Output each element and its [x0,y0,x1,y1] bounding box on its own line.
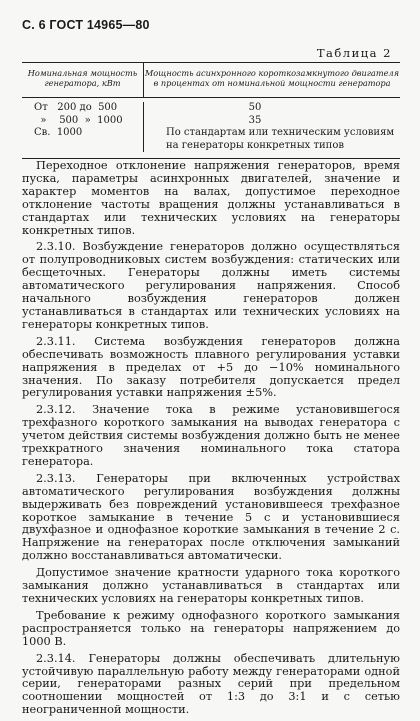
col1-cells [22,102,144,152]
paragraph: Требование к режиму однофазного короткого замыкания распространяется только на генераторы напряжением до 1000 В. [22,608,400,648]
col2-header: Мощность асинхронного короткозамкнутого двигателя в процентах от номинальной мощности генератора [144,68,400,88]
table-cell: По стандартам или техническим условиям на генераторы конкретных типов [166,127,395,151]
table-header-row [22,63,400,98]
body-text [22,160,400,721]
data-table [22,62,400,159]
table-body [22,98,400,158]
paragraph: Допустимое значение кратности ударного тока короткого замыкания должно устанавливаться в стандартах или технических условиях на генераторы конкретных типов. [22,566,400,605]
paragraph: 2.3.14. Генераторы должны обеспечивать длительную устойчивую параллельную работу между генераторами одной серии, генераторами разных серий при предельном соотношении мощностей от 1:3 до 3:1 и с сетью неограниченной мощности. [22,651,400,717]
table-label: Таблица 2 [316,46,392,60]
table-cell: 35 [248,114,262,126]
page-header: С. 6 ГОСТ 14965—80 [22,18,150,32]
col2-cells [144,102,400,152]
table-cell: » 500 » 1000 [34,114,123,126]
paragraph: 2.3.10. Возбуждение генераторов должно осуществляться от полупроводниковых систем возбуждения: статических или бесщеточных. Генераторы должны иметь системы автоматического регулирования напряжения. Способ начального возбуждения генераторов должен устанавливаться в стандартах или технических условиях на генераторы конкретных типов. [22,240,400,331]
paragraph: Переходное отклонение напряжения генераторов, время пуска, параметры асинхронных двигателей, значение и характер моментов на валах, допустимое переходное отклонение частоты вращения должны устанавливаться в стандартах или технических условиях на генераторы конкретных типов. [22,159,400,237]
paragraph: 2.3.11. Система возбуждения генераторов должна обеспечивать возможность плавного регулирования уставки напряжения в пределах от +5 до −10% номинального значения. По заказу потребителя допускается предел регулирования уставки напряжения ±5%. [22,334,400,400]
table-cell: Св. 1000 [34,127,83,138]
table-cell: От 200 до 500 [34,102,118,113]
paragraph: 2.3.12. Значение тока в режиме установившегося трехфазного короткого замыкания на выводах генератора с учетом действия системы возбуждения должно быть не менее трехкратного значения номинального тока статора генератора. [22,403,400,468]
col1-header: Номинальная мощность генератора, кВт [22,63,144,97]
table-cell: 50 [248,102,262,113]
paragraph: 2.3.13. Генераторы при включенных устройствах автоматического регулирования возбуждения должны выдерживать без повреждений установившееся трехфазное короткое замыкание в течение 5 с и установившиеся двухфазное и однофазное короткие замыкания в течение 2 с. Напряжение на генераторах после отключения замыканий должно восстанавливаться автоматически. [22,471,400,563]
